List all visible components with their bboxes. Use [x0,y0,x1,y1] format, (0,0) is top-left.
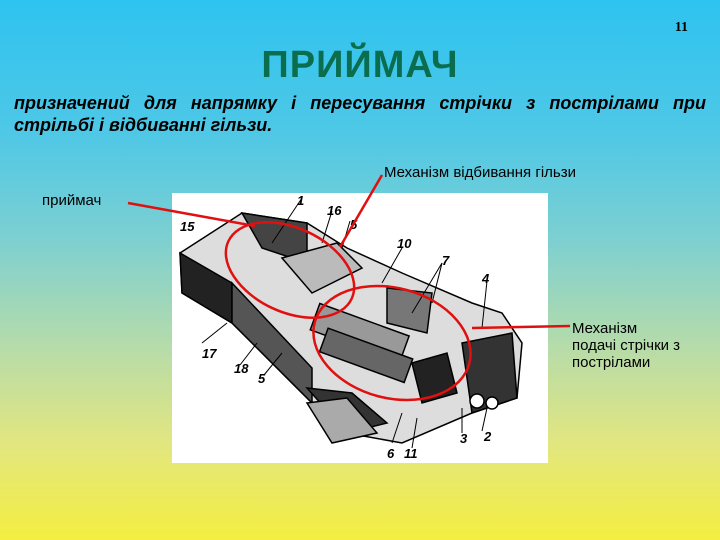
label-10: 10 [397,236,412,251]
label-15: 15 [180,219,195,234]
receiver-drawing [172,193,548,463]
callout-feed-mechanism: Механізм подачі стрічки з пострілами [572,320,681,371]
label-18: 18 [234,361,249,376]
label-1: 1 [297,193,305,208]
label-16: 16 [327,203,342,218]
callout-ejector-mechanism: Механізм відбивання гільзи [384,164,576,181]
label-4: 4 [482,271,490,286]
page-number: 11 [674,20,688,35]
callout-receiver: приймач [42,192,102,209]
page-title: ПРИЙМАЧ [261,44,459,86]
label-2: 2 [484,429,492,444]
label-6: 6 [387,446,395,461]
label-7: 7 [442,253,450,268]
label-17: 17 [202,346,217,361]
subtitle: призначений для напрямку і пересування стрічки з пострілами при стрільбі і відбиванні гільзи. [14,93,706,135]
label-3: 3 [460,431,468,446]
label-5-top: 5 [350,217,358,232]
label-11: 11 [404,446,418,461]
label-5-bottom: 5 [258,371,266,386]
receiver-diagram [172,193,548,463]
